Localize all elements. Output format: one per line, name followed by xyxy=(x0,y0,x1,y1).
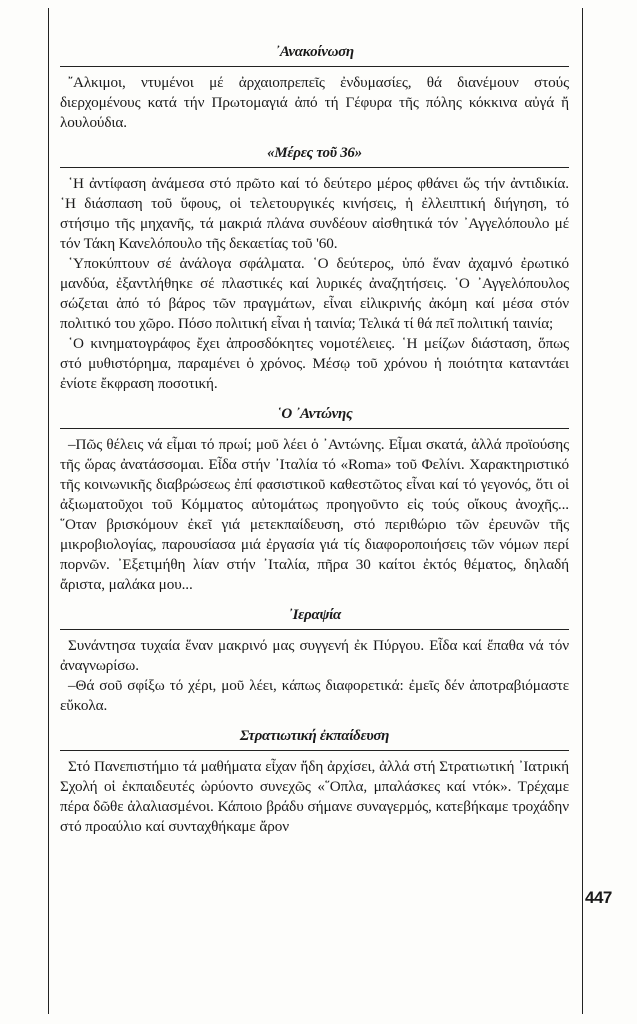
heading-rule xyxy=(60,66,569,67)
section-heading: ᾿Ιεραψία xyxy=(287,607,342,623)
section-body xyxy=(60,757,569,837)
paragraph: Συνάντησα τυχαία ἕναν μακρινό μας συγγενή ἐκ Πύργου. Εἶδα καί ἔπαθα νά τόν ἀναγνωρίσω. xyxy=(60,637,569,674)
paragraph: ῾Υποκύπτουν σέ ἀνάλογα σφάλματα. ῾Ο δεύτερος, ὑπό ἕναν ἀχαμνό ἐρωτικό μανδύα, ἐξαντλήθηκε σέ πλαστικές καί λυρικές ἀναζητήσεις. ῾Ο ᾿Αγγελόπουλος σώζεται ἀπό τό βάρος τῶν πραγμάτων, εἶναι εἰλικρινής ἀκόμη καί μέσα στόν πολιτικό του χῶρο. Πόσο πολιτική εἶναι ἡ ταινία; Τελικά τί θά πεῖ πολιτική ταινία; xyxy=(60,255,569,332)
heading-rule xyxy=(60,629,569,630)
heading-rule xyxy=(60,428,569,429)
paragraph: –Θά σοῦ σφίξω τό χέρι, μοῦ λέει, κάπως διαφορετικά: ἐμεῖς δέν ἀποτραβιόμαστε εὔκολα. xyxy=(60,677,569,714)
paragraph: ῾Ο κινηματογράφος ἔχει ἀπροσδόκητες νομοτέλειες. ῾Η μείζων διάσταση, ὅπως στό μυθιστόρημα, παραμένει ὁ χρόνος. Μέσῳ τοῦ χρόνου ἡ ποιότητα καταντάει ἐνίοτε ἔκφραση ποσοτική. xyxy=(60,335,569,392)
section-heading: Στρατιωτική ἐκπαίδευση xyxy=(239,728,390,744)
left-margin-line xyxy=(48,8,49,1014)
section-heading: ᾿Ανακοίνωση xyxy=(275,44,354,60)
paragraph: ῎Αλκιμοι, ντυμένοι μέ ἀρχαιοπρεπεῖς ἐνδυμασίες, θά διανέμουν στούς διερχομένους κατά τήν Πρωτομαγιά ἀπό τή Γέφυρα τῆς πόλης κόκκινα αὐγά ἤ λουλούδια. xyxy=(60,74,569,131)
paragraph: ῾Η ἀντίφαση ἀνάμεσα στό πρῶτο καί τό δεύτερο μέρος φθάνει ὥς τήν ἀντιδικία. ῾Η διάσπαση τοῦ ὕφους, οἱ τελετουργικές κινήσεις, ἡ ἐλλειπτική διήγηση, τό στήσιμο τῆς μηχανῆς, τά μακριά πλάνα συνδέουν αἰσθητικά τόν ᾿Αγγελόπουλο μέ τόν Τάκη Κανελόπουλο τῆς δεκαετίας τοῦ '60. xyxy=(60,175,569,252)
text-column xyxy=(60,40,569,845)
right-margin-line xyxy=(582,8,583,1014)
heading-rule xyxy=(60,167,569,168)
section-military-training xyxy=(60,724,569,837)
section-heading: ῾Ο ᾿Αντώνης xyxy=(276,406,353,422)
section-days-of-36 xyxy=(60,141,569,394)
section-body xyxy=(60,174,569,394)
section-heading: «Μέρες τοῦ 36» xyxy=(267,145,362,161)
section-body xyxy=(60,73,569,133)
section-ierapsia xyxy=(60,603,569,716)
section-body xyxy=(60,636,569,716)
page-number: 447 xyxy=(585,888,612,907)
paragraph: Στό Πανεπιστήμιο τά μαθήματα εἶχαν ἤδη ἀρχίσει, ἀλλά στή Στρατιωτική ᾿Ιατρική Σχολή οἱ ἐκπαιδευτές ὠρύοντο συνεχῶς «῞Οπλα, μπαλάσκες καί ντόκ». Τρέχαμε πέρα δῶθε ἀλαλιασμένοι. Κάποιο βράδυ σήμανε συναγερμός, κατεβήκαμε τροχάδην στό προαύλιο καί συνταχθήκαμε ἄρον xyxy=(60,758,569,835)
paragraph: –Πῶς θέλεις νά εἶμαι τό πρωί; μοῦ λέει ὁ ᾿Αντώνης. Εἶμαι σκατά, ἀλλά προϊούσης τῆς ὥρας ἀνατάσσομαι. Εἶδα στήν ᾿Ιταλία τό «Roma» τοῦ Φελίνι. Χαρακτηριστικό τῆς κοινωνικῆς διαβρώσεως ἐπί φασιστικοῦ καθεστῶτος εἶναι καί τό γεγονός, ὅτι οἱ ἀξιωματοῦχοι τοῦ Κόμματος αὐτομάτως προηγοῦντο εἰς τούς οἴκους ἀνοχῆς... ῞Οταν βρισκόμουν ἐκεῖ γιά μετεκπαίδευση, στό περιθώριο τῶν ἐρευνῶν τῆς μικροβιολογίας, παρουσίασα μιά ἐργασία γιά τίς διαφοροποιήσεις τῶν νόμων περί πορνῶν. ᾿Εξετιμήθη λίαν στήν ᾿Ιταλία, πῆρα 30 καίτοι ἐκτός θέματος, δηλαδή ἄριστα, μαλάκα μου... xyxy=(60,436,569,593)
section-announcement xyxy=(60,40,569,133)
heading-rule xyxy=(60,750,569,751)
section-body xyxy=(60,435,569,595)
section-antonis xyxy=(60,402,569,595)
